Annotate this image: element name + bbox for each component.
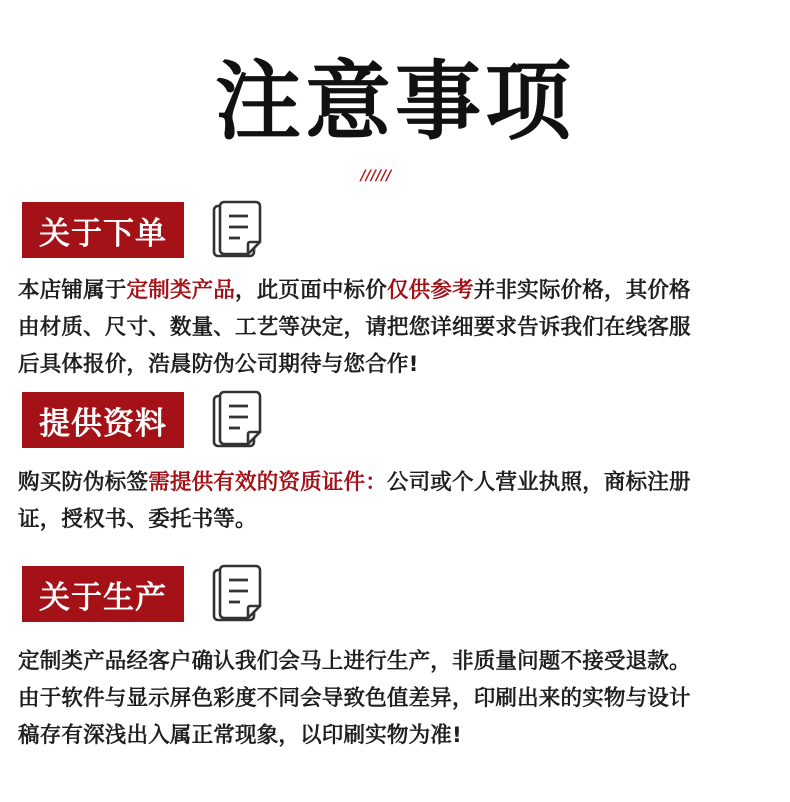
text-span: 购买防伪标签 — [18, 470, 149, 495]
title-divider: ////// — [360, 168, 392, 184]
text-line: 由材质、尺寸、数量、工艺等决定，请把您详细要求告诉我们在线客服 — [18, 315, 691, 340]
highlight-text: 需提供有效的资质证件： — [148, 470, 387, 495]
section-heading: 关于下单 — [22, 202, 184, 258]
text-span: 本店铺属于 — [18, 278, 127, 303]
section-ordering-text — [18, 272, 778, 383]
text-span: ，此页面中标价 — [235, 278, 387, 303]
text-line: 由于软件与显示屏色彩度不同会导致色值差异，印刷出来的实物与设计 — [18, 686, 691, 711]
section-heading: 关于生产 — [22, 566, 184, 622]
text-span: 公司或个人营业执照，商标注册 — [386, 470, 691, 495]
highlight-text: 仅供参考 — [386, 278, 474, 303]
text-line: 证，授权书、委托书等。 — [18, 507, 257, 532]
text-line: 后具体报价，浩晨防伪公司期待与您合作! — [18, 352, 419, 377]
document-icon — [210, 390, 270, 454]
highlight-text: 定制类产品 — [126, 278, 236, 303]
section-heading: 提供资料 — [22, 392, 184, 448]
document-icon — [210, 200, 270, 264]
text-line — [18, 272, 778, 309]
document-icon — [210, 564, 270, 628]
text-span: 并非实际价格，其价格 — [473, 278, 691, 303]
section-production-text — [18, 643, 778, 754]
page-title: 注意事项 — [215, 52, 575, 152]
text-line: 稿存有深浅出入属正常现象，以印刷实物为准! — [18, 723, 463, 748]
text-line — [18, 464, 778, 501]
section-documents-text — [18, 464, 778, 538]
text-line: 定制类产品经客户确认我们会马上进行生产，非质量问题不接受退款。 — [18, 649, 691, 674]
